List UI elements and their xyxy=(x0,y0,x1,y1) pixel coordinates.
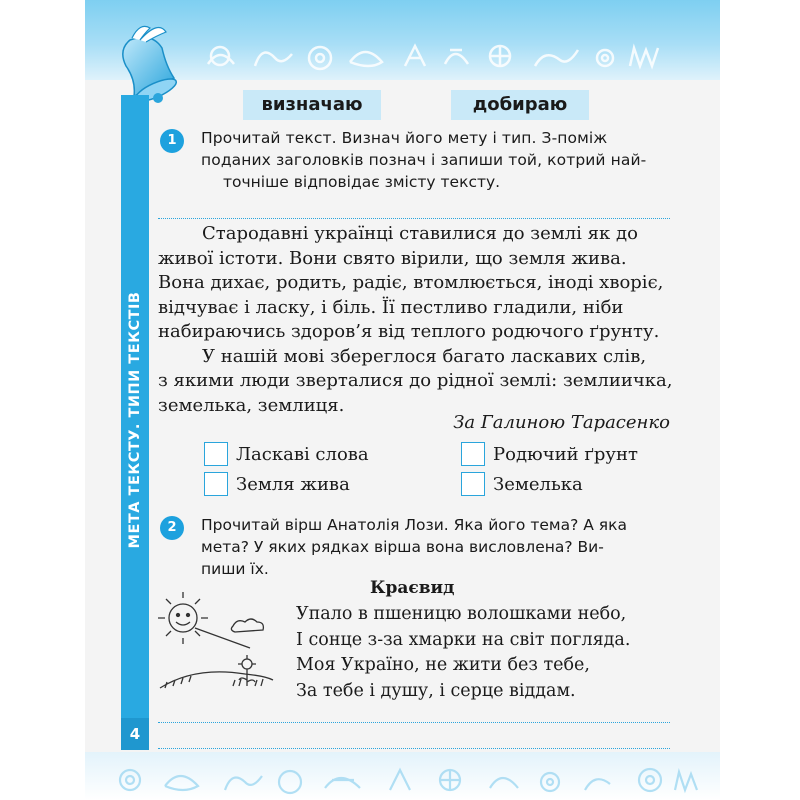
option-affectionate-words[interactable] xyxy=(204,442,404,468)
task-1-line: Прочитай текст. Визнач його мету і тип. З-поміж xyxy=(201,129,608,147)
poem-line: І сонце з-за хмарки на світ погляда. xyxy=(296,629,631,650)
checkbox-icon[interactable] xyxy=(204,442,228,466)
sun-landscape-icon xyxy=(155,588,295,698)
poem-title: Краєвид xyxy=(370,578,455,598)
checkbox-icon[interactable] xyxy=(204,472,228,496)
answer-line xyxy=(158,748,670,749)
task-2-instructions xyxy=(201,514,627,580)
task-1-instructions xyxy=(201,127,646,193)
divider-line xyxy=(158,218,670,219)
side-section-title: МЕТА ТЕКСТУ. ТИПИ ТЕКСТІВ xyxy=(127,291,143,549)
ornament-row-bottom-icon xyxy=(110,760,710,798)
tab-determine: визначаю xyxy=(243,90,381,120)
checkbox-icon[interactable] xyxy=(461,442,485,466)
story-line: відчуває і ласку, і біль. Її пестливо гладили, ніби xyxy=(158,296,624,318)
story-line: Стародавні українці ставилися до землі як до xyxy=(202,223,638,244)
option-earth-alive[interactable] xyxy=(204,472,404,498)
option-little-earth[interactable] xyxy=(461,472,671,498)
ornament-row-icon xyxy=(200,36,670,76)
answer-line xyxy=(158,722,670,723)
task-1-line: поданих заголовків познач і запиши той, котрий най- xyxy=(201,151,647,169)
story-line: земелька, землиця. xyxy=(158,394,345,416)
task-2-line: Прочитай вірш Анатолія Лози. Яка його тема? А яка xyxy=(201,516,627,534)
poem-text xyxy=(296,602,630,704)
checkbox-icon[interactable] xyxy=(461,472,485,496)
option-label: Земелька xyxy=(493,474,583,495)
story-author: За Галиною Тарасенко xyxy=(453,412,670,433)
task-number-1: 1 xyxy=(160,129,184,153)
story-line: з якими люди зверталися до рідної землі: землиичка, xyxy=(158,370,673,391)
story-line: У нашій мові збереглося багато ласкавих слів, xyxy=(202,345,647,367)
option-label: Земля жива xyxy=(236,474,350,495)
poem-line: Упало в пшеницю волошками небо, xyxy=(296,604,627,624)
story-line: живої істоти. Вони свято вірили, що земля жива. xyxy=(158,247,627,269)
tab-choose: добираю xyxy=(451,90,589,120)
poem-line: Моя Україно, не жити без тебе, xyxy=(296,655,590,675)
page-number: 4 xyxy=(121,718,149,750)
story-text xyxy=(158,222,678,418)
task-1-line: точніше відповідає змісту тексту. xyxy=(223,173,501,191)
option-label: Родючий ґрунт xyxy=(493,444,638,465)
task-2-line: пиши їх. xyxy=(201,560,269,578)
story-line: Вона дихає, родить, радіє, втомлюється, іноді хворіє, xyxy=(158,272,664,293)
task-2-line: мета? У яких рядках вірша вона висловлена? Ви- xyxy=(201,538,604,556)
story-line: набираючись здоров’я від теплого родючого ґрунту. xyxy=(158,321,660,342)
poem-line: За тебе і душу, і серце віддам. xyxy=(296,680,576,701)
task-number-2: 2 xyxy=(160,516,184,540)
option-label: Ласкаві слова xyxy=(236,444,369,465)
option-fertile-soil[interactable] xyxy=(461,442,671,468)
